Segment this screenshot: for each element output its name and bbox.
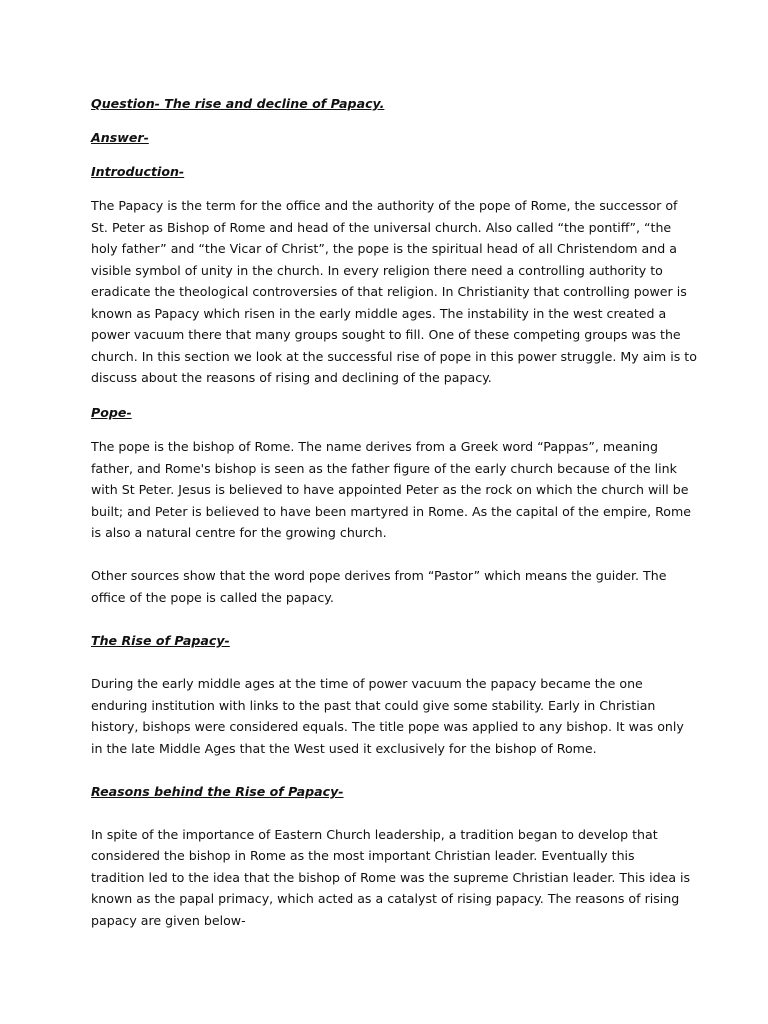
paragraph-line: eradicate the theological controversies of that religion. In Christianity that controlling power is [91, 284, 687, 299]
introduction-heading: Introduction- [91, 164, 185, 179]
paragraph-line: history, bishops were considered equals. The title pope was applied to any bishop. It was only [91, 719, 684, 734]
paragraph-line: with St Peter. Jesus is believed to have appointed Peter as the rock on which the church will be [91, 482, 689, 497]
paragraph-line: power vacuum there that many groups sought to fill. One of these competing groups was the [91, 327, 681, 342]
paragraph-line: father, and Rome's bishop is seen as the father figure of the early church because of the link [91, 461, 677, 476]
paragraph-line: office of the pope is called the papacy. [91, 590, 334, 605]
pope-heading: Pope- [91, 405, 132, 420]
paragraph-line: built; and Peter is believed to have been martyred in Rome. As the capital of the empire, Rome [91, 504, 692, 519]
paragraph-line: holy father” and “the Vicar of Christ”, the pope is the spiritual head of all Christendom and a [91, 241, 677, 256]
rise-heading: The Rise of Papacy- [91, 633, 230, 648]
paragraph-line: St. Peter as Bishop of Rome and head of the universal church. Also called “the pontiff”, “the [91, 220, 672, 235]
paragraph-line: papacy are given below- [91, 913, 246, 928]
paragraph-line: During the early middle ages at the time of power vacuum the papacy became the one [91, 676, 643, 691]
paragraph-line: The Papacy is the term for the office and the authority of the pope of Rome, the successor of [91, 198, 678, 213]
paragraph-line: In spite of the importance of Eastern Church leadership, a tradition began to develop that [91, 827, 658, 842]
paragraph-line: is also a natural centre for the growing church. [91, 525, 387, 540]
paragraph-line: discuss about the reasons of rising and declining of the papacy. [91, 370, 492, 385]
reasons-heading: Reasons behind the Rise of Papacy- [91, 784, 344, 799]
paragraph-line: enduring institution with links to the past that could give some stability. Early in Christian [91, 698, 656, 713]
paragraph-line: Other sources show that the word pope derives from “Pastor” which means the guider. The [91, 568, 667, 583]
paragraph-line: visible symbol of unity in the church. In every religion there need a controlling authority to [91, 263, 663, 278]
answer-heading: Answer- [91, 130, 149, 145]
paragraph-line: The pope is the bishop of Rome. The name derives from a Greek word “Pappas”, meaning [91, 439, 659, 454]
paragraph-line: known as Papacy which risen in the early middle ages. The instability in the west created a [91, 306, 667, 321]
paragraph-line: church. In this section we look at the successful rise of pope in this power struggle. My aim is to [91, 349, 697, 364]
paragraph-line: known as the papal primacy, which acted as a catalyst of rising papacy. The reasons of rising [91, 891, 680, 906]
question-heading: Question- The rise and decline of Papacy. [91, 96, 385, 111]
paragraph-line: tradition led to the idea that the bishop of Rome was the supreme Christian leader. This idea is [91, 870, 691, 885]
paragraph-line: in the late Middle Ages that the West used it exclusively for the bishop of Rome. [91, 741, 597, 756]
paragraph-line: considered the bishop in Rome as the most important Christian leader. Eventually this [91, 848, 635, 863]
